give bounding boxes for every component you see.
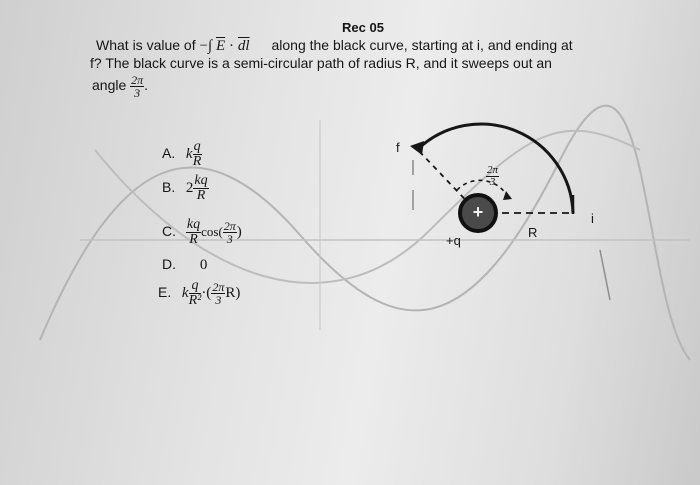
option-e-den: R² [188,293,202,308]
diagram-angle-fraction [486,165,499,188]
question-prefix: What is value of [96,37,196,53]
diagram-angle-num: 2π [487,164,499,176]
label-radius: R [528,225,538,240]
charge-plus-icon: + [472,202,484,222]
label-charge: +q [446,233,461,248]
option-d-letter: D. [162,256,176,272]
diagram-angle-label [486,165,499,188]
option-b-letter: B. [162,179,176,196]
option-d-value: 0 [199,257,208,273]
option-b-coef: 2 [185,180,194,197]
vector-e: $\overline{E}$ [215,38,226,54]
option-c-arg-num: 2π [223,219,236,233]
diagram-angle-den: 3 [489,176,496,188]
option-c-num: kq [186,217,201,232]
option-a-k: k [185,146,193,163]
option-e-arg-den: 3 [215,293,222,307]
dot-operator: · [229,38,235,54]
option-e-k: k [181,285,189,302]
option-c-cos: cos( [201,224,223,240]
angle-denominator: 3 [134,86,141,100]
angle-word: angle [92,77,127,94]
label-f: f [396,140,400,155]
angle-period: . [144,77,149,94]
question-suffix: along the black curve, starting at i, and ending at [271,37,573,53]
option-e-letter: E. [158,284,172,301]
integral-symbol: −∫ [199,38,213,54]
option-c-close: ) [236,224,242,241]
option-a-letter: A. [162,145,176,162]
page-title: Rec 05 [342,20,384,35]
question-line-2: f? The black curve is a semi-circular path of radius R, and it sweeps out an [90,55,552,71]
option-e-tail: R) [225,285,241,302]
label-i: i [591,211,594,226]
option-e-mid: ·( [201,285,212,302]
option-c-den: R [189,232,198,247]
vector-dl: $\overline{dl}$ [237,38,250,54]
option-c-arg-den: 3 [226,232,233,246]
angle-numerator: 2π [131,73,144,87]
option-a-den: R [192,154,202,169]
option-b-num: kq [194,173,208,188]
option-a-num: q [193,139,201,154]
option-b-den: R [196,188,206,203]
option-c-letter: C. [162,223,176,240]
option-e-num: q [189,279,202,294]
option-e-arg-num: 2π [212,280,225,294]
